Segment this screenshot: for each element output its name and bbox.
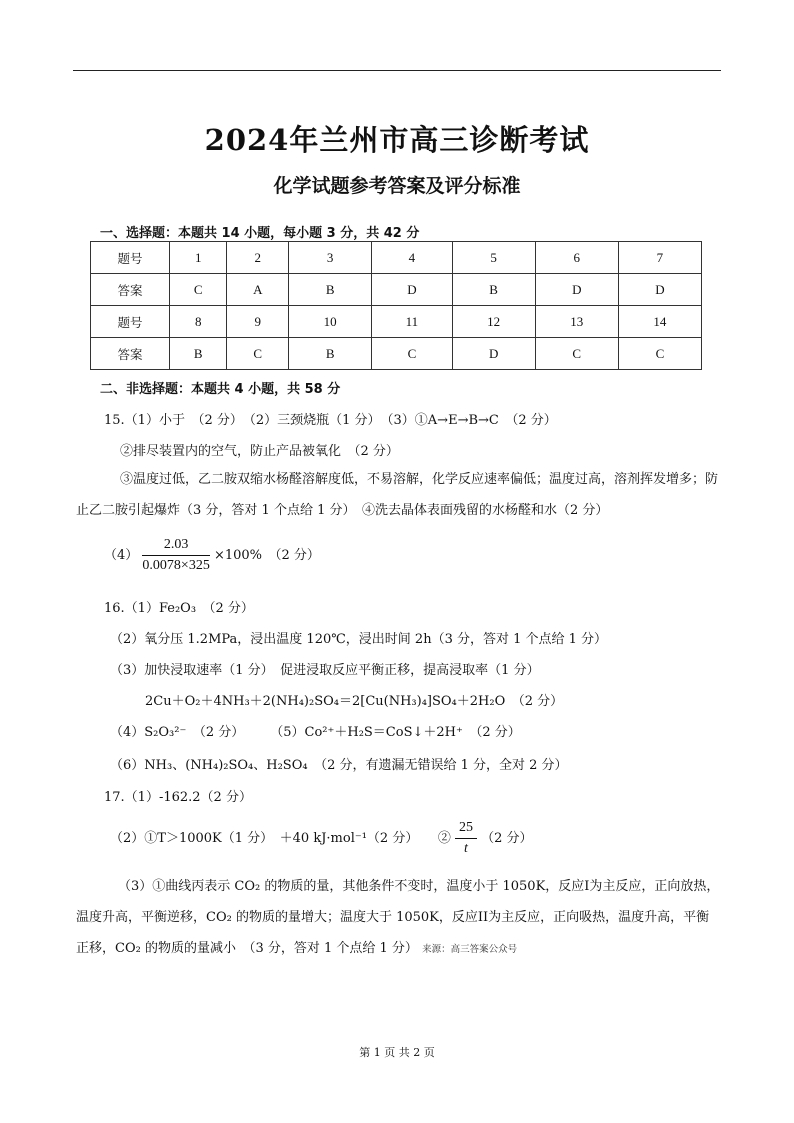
table-cell: D — [372, 274, 452, 306]
page-title: 2024年兰州市高三诊断考试 — [204, 123, 590, 157]
table-cell: 8 — [170, 306, 227, 338]
q15-line-1: 15.（1）小于 （2 分） （2）三颈烧瓶（1 分） （3）①A→E→B→C （2 分） — [104, 413, 557, 428]
q15-fraction — [142, 537, 209, 574]
q17-fraction — [455, 820, 477, 857]
table-row — [91, 274, 702, 306]
q17-fraction-denominator: t — [464, 841, 468, 856]
table-cell: B — [452, 274, 535, 306]
table-cell: 11 — [372, 306, 452, 338]
section-1-heading: 一、选择题：本题共 14 小题，每小题 3 分，共 42 分 — [100, 226, 420, 241]
table-cell: 答案 — [91, 274, 170, 306]
q16-line-4: 2Cu＋O₂＋4NH₃＋2(NH₄)₂SO₄＝2[Cu(NH₃)₄]SO₄＋2H₂O （2 分） — [145, 694, 564, 709]
table-cell: 答案 — [91, 338, 170, 370]
table-cell: 7 — [618, 242, 701, 274]
q15-fraction-denominator: 0.0078×325 — [142, 558, 210, 573]
table-row — [91, 338, 702, 370]
top-rule — [73, 70, 721, 71]
table-cell: C — [618, 338, 701, 370]
table-cell: B — [289, 274, 372, 306]
table-cell: 题号 — [91, 306, 170, 338]
table-cell: A — [227, 274, 289, 306]
q17-source-note: 来源：高三答案公众号 — [422, 944, 518, 955]
q17-p3-text: （3）①曲线丙表示 CO₂ 的物质的量，其他条件不变时，温度小于 1050K，反应I为主反应，正向放热，温度升高，平衡逆移，CO₂ 的物质的量增大；温度大于 1050K，反应II为主反应，正向吸热，温度升高，平衡正移，CO₂ 的物质的量减小 （3 分，答对 1 个点给 1 分） — [76, 879, 720, 956]
q17-l2-suffix: （2 分） — [481, 831, 533, 846]
section-2-heading: 二、非选择题：本题共 4 小题，共 58 分 — [100, 382, 341, 397]
q15-l4-suffix: ×100% （2 分） — [213, 548, 320, 563]
table-cell: D — [452, 338, 535, 370]
page-subtitle: 化学试题参考答案及评分标准 — [273, 175, 521, 197]
q16-line-1: 16.（1）Fe₂O₃ （2 分） — [104, 601, 254, 616]
table-cell: C — [535, 338, 618, 370]
q15-paragraph-3: ③温度过低，乙二胺双缩水杨醛溶解度低，不易溶解，化学反应速率偏低；温度过高，溶剂挥发增多；防止乙二胺引起爆炸（3 分，答对 1 个点给 1 分） ④洗去晶体表面残留的水杨醛和水（2 分） — [76, 472, 719, 518]
table-cell: 14 — [618, 306, 701, 338]
table-cell: 12 — [452, 306, 535, 338]
table-cell: C — [227, 338, 289, 370]
table-row — [91, 242, 702, 274]
q16-line-3: （3）加快浸取速率（1 分） 促进浸取反应平衡正移，提高浸取率（1 分） — [110, 663, 540, 678]
q16-line-6: （6）NH₃、(NH₄)₂SO₄、H₂SO₄ （2 分，有遗漏无错误给 1 分，全对 2 分） — [110, 758, 568, 773]
page-footer: 第 1 页 共 2 页 — [359, 1046, 435, 1059]
q15-fraction-numerator: 2.03 — [142, 537, 209, 556]
table-cell: 5 — [452, 242, 535, 274]
q15-line-4 — [104, 537, 320, 574]
table-cell: D — [535, 274, 618, 306]
table-cell: 10 — [289, 306, 372, 338]
q16-line-2: （2）氧分压 1.2MPa，浸出温度 120℃，浸出时间 2h（3 分，答对 1 个点给 1 分） — [110, 632, 608, 647]
q17-paragraph-3 — [76, 871, 722, 965]
table-row — [91, 306, 702, 338]
table-cell: 4 — [372, 242, 452, 274]
table-cell: 6 — [535, 242, 618, 274]
q15-l4-prefix: （4） — [104, 548, 139, 563]
table-cell: 1 — [170, 242, 227, 274]
table-cell: D — [618, 274, 701, 306]
table-cell: 9 — [227, 306, 289, 338]
table-cell: 题号 — [91, 242, 170, 274]
q16-line-5: （4）S₂O₃²⁻ （2 分） （5）Co²⁺＋H₂S＝CoS↓＋2H⁺ （2 分） — [110, 725, 521, 740]
table-cell: B — [170, 338, 227, 370]
table-cell: 13 — [535, 306, 618, 338]
q17-fraction-numerator: 25 — [455, 820, 477, 839]
table-cell: C — [372, 338, 452, 370]
q17-line-1: 17.（1）-162.2（2 分） — [104, 790, 252, 805]
table-cell: C — [170, 274, 227, 306]
q17-l2-prefix: （2）①T＞1000K（1 分） ＋40 kJ·mol⁻¹（2 分） ② — [110, 831, 451, 846]
table-cell: 2 — [227, 242, 289, 274]
table-cell: 3 — [289, 242, 372, 274]
q15-line-2: ②排尽装置内的空气，防止产品被氧化 （2 分） — [120, 444, 399, 459]
answer-table — [90, 241, 702, 370]
q17-line-2 — [110, 820, 533, 857]
table-cell: B — [289, 338, 372, 370]
